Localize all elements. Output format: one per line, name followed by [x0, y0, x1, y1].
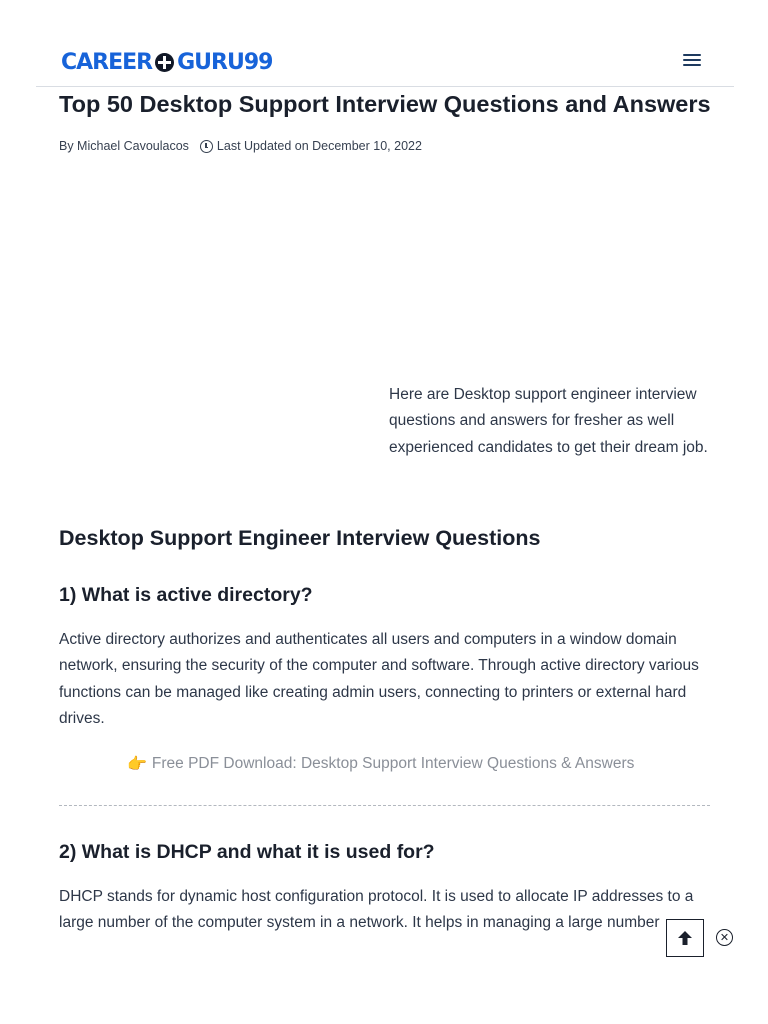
logo-mark-icon — [155, 53, 174, 72]
answer-2-clip — [0, 884, 768, 932]
ad-placeholder — [59, 170, 710, 370]
arrow-up-icon — [676, 929, 694, 947]
page-title: Top 50 Desktop Support Interview Questions and Answers — [59, 91, 711, 117]
pdf-link-label: Free PDF Download: Desktop Support Interview Questions & Answers — [151, 755, 635, 772]
scroll-to-top-button[interactable] — [666, 919, 704, 957]
answer-1-paragraph: Active directory authorizes and authenticates all users and computers in a window domain network, ensuring the security of the computer and software. Through active directory various functions can be managed like creating admin users, connecting to printers or external hard drives. — [59, 631, 699, 727]
pointing-hand-icon: 👉 — [127, 756, 147, 773]
free-pdf-download-link[interactable] — [127, 754, 634, 774]
dashed-divider — [59, 805, 710, 806]
intro-text: Here are Desktop support engineer interview questions and answers for fresher as well experienced candidates to get their dream job. — [389, 386, 708, 456]
close-circle-icon[interactable]: ✕ — [716, 929, 733, 946]
question-2-heading: 2) What is DHCP and what it is used for? — [59, 841, 435, 863]
question-1-heading: 1) What is active directory? — [59, 584, 313, 606]
site-header — [36, 0, 734, 87]
answer-2-paragraph: DHCP stands for dynamic host configuration protocol. It is used to allocate IP addresses to a large number of the computer system in a network. It helps in managing a large number — [59, 888, 694, 932]
clock-icon — [200, 140, 213, 153]
inline-ad-placeholder — [59, 382, 389, 460]
careerguru99-logo[interactable] — [61, 47, 272, 77]
author-byline[interactable]: By Michael Cavoulacos — [59, 138, 189, 153]
hamburger-menu-icon[interactable] — [683, 52, 701, 70]
intro-paragraph — [59, 382, 714, 461]
last-updated-date: Last Updated on December 10, 2022 — [216, 138, 422, 153]
logo-text-right: GURU99 — [177, 49, 273, 75]
logo-text-left: CAREER — [61, 49, 153, 75]
article-meta — [59, 138, 422, 153]
section-heading: Desktop Support Engineer Interview Questions — [59, 526, 541, 550]
